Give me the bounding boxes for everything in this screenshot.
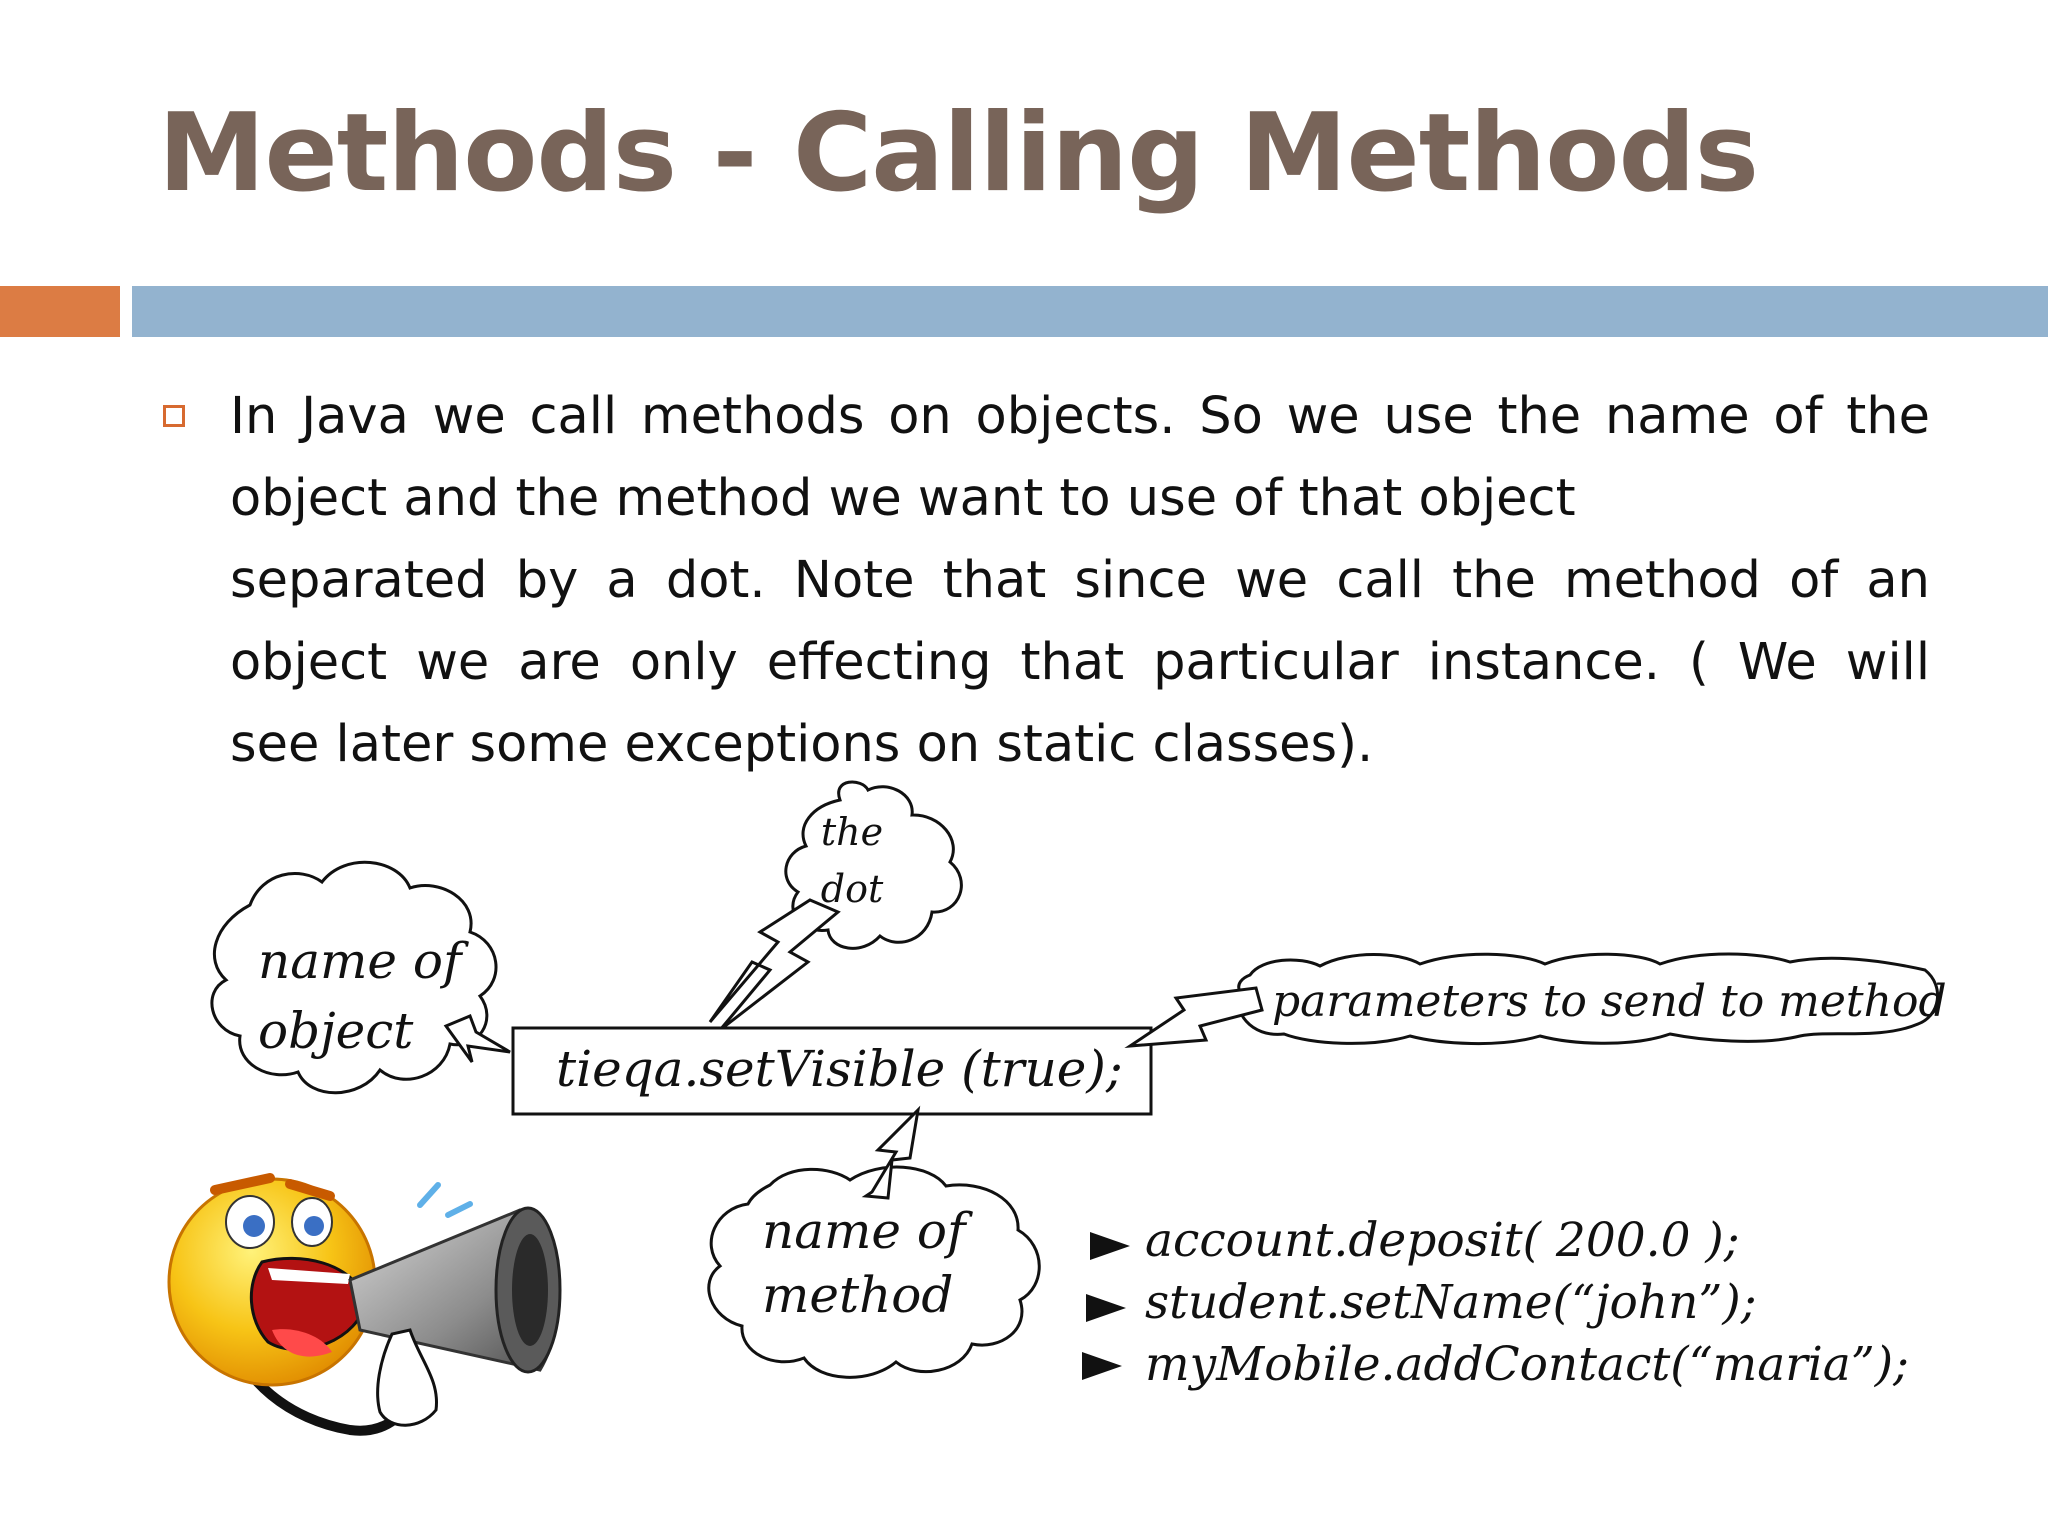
example-call: myMobile.addContact(“maria”); bbox=[1145, 1337, 1909, 1392]
code-statement: tieqa.setVisible (true); bbox=[556, 1040, 1123, 1098]
method-label-line: name of bbox=[762, 1202, 966, 1260]
dot-pointer-arrow bbox=[710, 900, 838, 1030]
bullet-line: separated by a dot. Note that since we call the method of an bbox=[230, 551, 1930, 610]
parameters-label: parameters to send to method bbox=[1272, 976, 1947, 1027]
the-dot-callout bbox=[710, 782, 961, 1030]
arrow-bullet-icon bbox=[1090, 1232, 1130, 1260]
method-label-line: method bbox=[762, 1266, 954, 1324]
example-list bbox=[1082, 1213, 1909, 1392]
arrow-bullet-icon bbox=[1086, 1294, 1126, 1322]
method-name-callout bbox=[709, 1110, 1039, 1377]
dot-label-line: dot bbox=[820, 867, 884, 911]
code-statement-box bbox=[513, 1028, 1151, 1114]
shouting-emoji-megaphone-icon bbox=[169, 1178, 560, 1431]
object-label-line: object bbox=[258, 1002, 414, 1060]
slide-title: Methods - Calling Methods bbox=[158, 91, 1759, 216]
parameters-callout bbox=[1130, 954, 1947, 1046]
dot-label-line: the bbox=[820, 810, 884, 854]
bullet-line: In Java we call methods on objects. So we use the name of the bbox=[230, 387, 1930, 446]
bullet-line: see later some exceptions on static classes). bbox=[230, 715, 1374, 774]
example-call: account.deposit( 200.0 ); bbox=[1145, 1213, 1740, 1268]
object-name-callout bbox=[212, 862, 510, 1092]
object-label-line: name of bbox=[258, 932, 462, 990]
arrow-bullet-icon bbox=[1082, 1352, 1122, 1380]
bullet-line: object and the method we want to use of that object bbox=[230, 469, 1576, 528]
example-call: student.setName(“john”); bbox=[1145, 1275, 1757, 1330]
bullet-line: object we are only effecting that particular instance. ( We will bbox=[230, 633, 1930, 692]
